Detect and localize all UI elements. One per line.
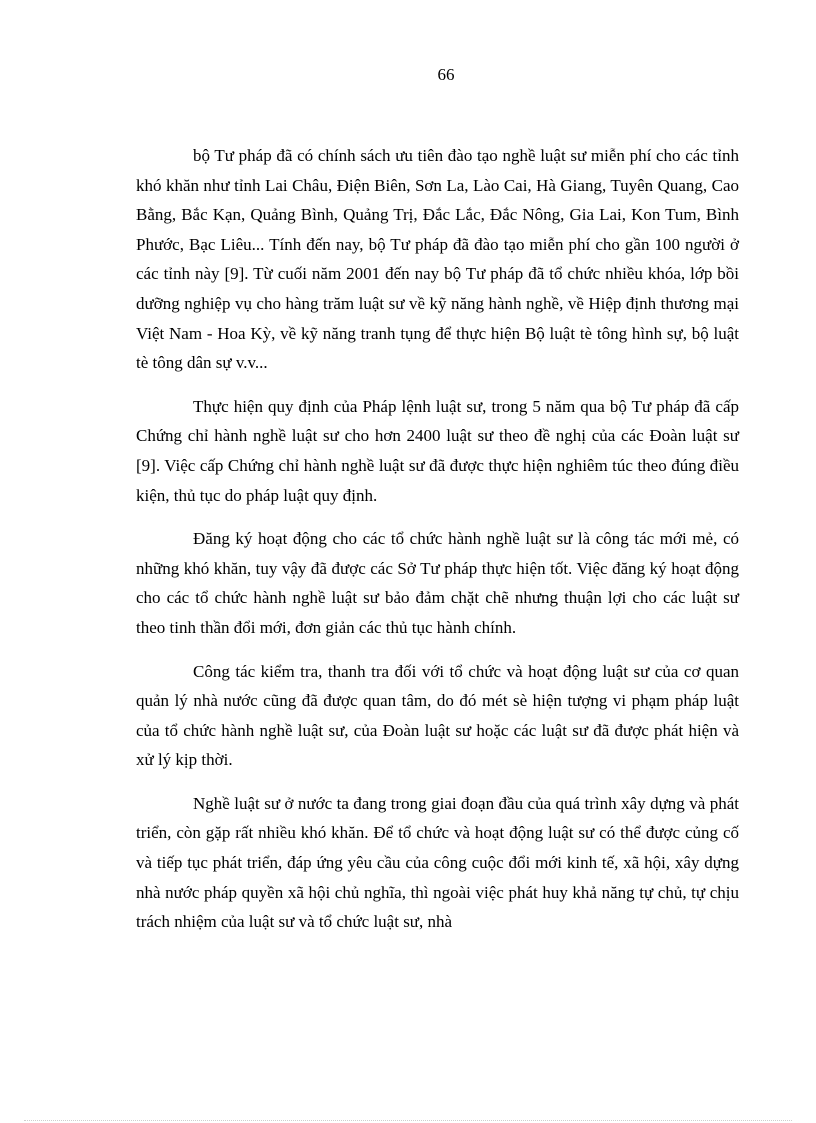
page-bottom-divider bbox=[24, 1120, 792, 1121]
paragraph-3: Đăng ký hoạt động cho các tổ chức hành nghề luật sư là công tác mới mẻ, có những khó khăn, tuy vậy đã được các Sở Tư pháp thực hiện tốt. Việc đăng ký hoạt động cho các tổ chức hành nghề luật sư bảo đảm chặt chẽ nhưng thuận lợi cho các luật sư theo tinh thần đổi mới, đơn giản các thủ tục hành chính. bbox=[136, 529, 739, 637]
body-text bbox=[136, 141, 739, 951]
paragraph-1: bộ Tư pháp đã có chính sách ưu tiên đào tạo nghề luật sư miễn phí cho các tỉnh khó khăn như tỉnh Lai Châu, Điện Biên, Sơn La, Lào Cai, Hà Giang, Tuyên Quang, Cao Bằng, Bắc Kạn, Quảng Bình, Quảng Trị, Đắc Lắc, Đắc Nông, Gia Lai, Kon Tum, Bình Phước, Bạc Liêu... Tính đến nay, bộ Tư pháp đã đào tạo miễn phí cho gần 100 người ở các tỉnh này [9]. Từ cuối năm 2001 đến nay bộ Tư pháp đã tổ chức nhiều khóa, lớp bồi dưỡng nghiệp vụ cho hàng trăm luật sư về kỹ năng hành nghề, về Hiệp định thương mại Việt Nam - Hoa Kỳ, về kỹ năng tranh tụng để thực hiện Bộ luật tè tông hình sự, bộ luật tè tông dân sự v.v... bbox=[136, 146, 739, 373]
paragraph-5: Nghề luật sư ở nước ta đang trong giai đoạn đầu của quá trình xây dựng và phát triển, còn gặp rất nhiều khó khăn. Để tổ chức và hoạt động luật sư có thể được củng cố và tiếp tục phát triển, đáp ứng yêu cầu của công cuộc đổi mới kinh tế, xã hội, xây dựng nhà nước pháp quyền xã hội chủ nghĩa, thì ngoài việc phát huy khả năng tự chủ, tự chịu trách nhiệm của luật sư và tổ chức luật sư, nhà bbox=[136, 793, 739, 932]
paragraph-4: Công tác kiểm tra, thanh tra đối với tổ chức và hoạt động luật sư của cơ quan quản lý nhà nước cũng đã được quan tâm, do đó mét sè hiện tượng vi phạm pháp luật của tổ chức hành nghề luật sư, của Đoàn luật sư hoặc các luật sư đã được phát hiện và xử lý kịp thời. bbox=[136, 661, 739, 770]
page-number: 66 bbox=[437, 65, 455, 84]
paragraph-2: Thực hiện quy định của Pháp lệnh luật sư, trong 5 năm qua bộ Tư pháp đã cấp Chứng chỉ hành nghề luật sư cho hơn 2400 luật sư theo đề nghị của các Đoàn luật sư [9]. Việc cấp Chứng chỉ hành nghề luật sư đã được thực hiện nghiêm túc theo đúng điều kiện, thủ tục do pháp luật quy định. bbox=[136, 396, 739, 505]
